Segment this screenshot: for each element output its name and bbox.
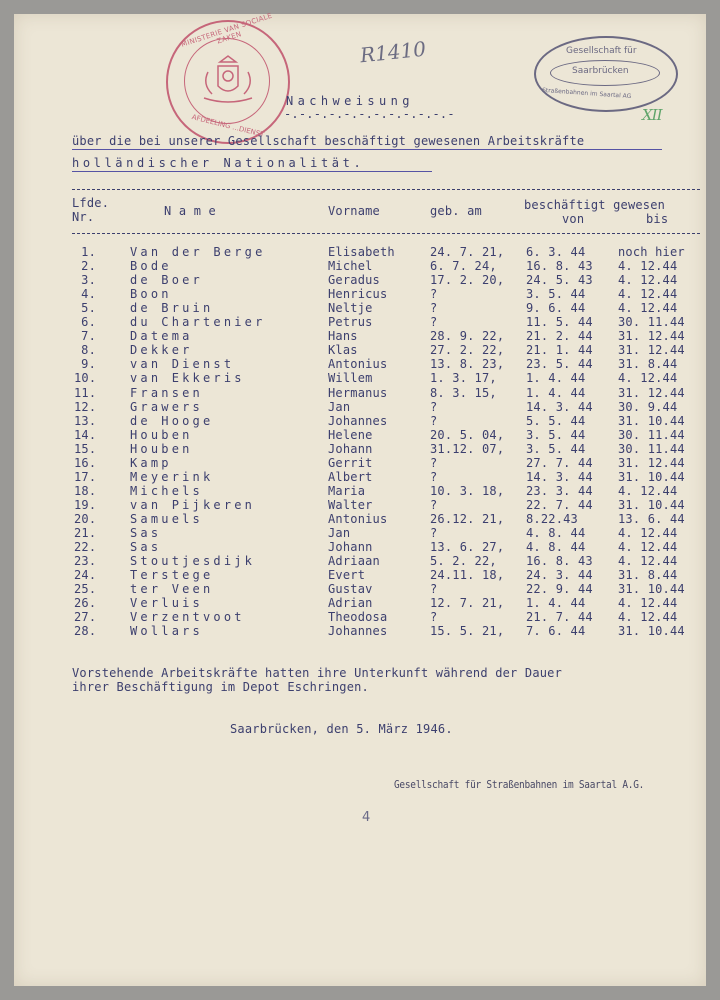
page-mark: 4 — [362, 810, 371, 825]
table-top-rule — [72, 189, 700, 190]
row-name: de Boer — [130, 273, 203, 288]
archive-number: R1410 — [358, 36, 428, 68]
row-nr: 23. — [74, 554, 97, 569]
row-vorname: Johannes — [328, 624, 388, 639]
title-underline: -.-.-.-.-.-.-.-.-.-.-.- — [284, 107, 455, 121]
row-vorname: Antonius — [328, 511, 388, 526]
row-nr: 11. — [74, 385, 97, 400]
row-geb: ? — [430, 315, 438, 330]
row-name: Datema — [130, 329, 193, 344]
row-geb: 28. 9. 22, — [430, 329, 505, 344]
row-name: Houben — [130, 441, 193, 456]
row-vorname: Antonius — [328, 357, 388, 372]
row-von: 1. 4. 44 — [526, 385, 586, 400]
table-row — [14, 371, 706, 385]
row-name: Verluis — [130, 596, 203, 611]
row-geb: 13. 6. 27, — [430, 540, 505, 555]
header-nr-1: Lfde. — [72, 196, 110, 210]
row-geb: 20. 5. 04, — [430, 427, 505, 442]
row-name: Kamp — [130, 455, 172, 470]
row-nr: 27. — [74, 610, 97, 625]
row-nr: 25. — [74, 582, 97, 597]
row-name: de Bruin — [130, 301, 214, 316]
row-geb: ? — [430, 301, 438, 316]
table-row — [14, 400, 706, 414]
row-name: Verzentvoot — [130, 610, 245, 625]
table-row — [14, 414, 706, 428]
row-vorname: Johannes — [328, 413, 388, 428]
subtitle-underline-1 — [72, 149, 662, 150]
row-bis: 31. 10.44 — [618, 582, 685, 597]
row-nr: 20. — [74, 511, 97, 526]
row-vorname: Evert — [328, 568, 366, 583]
row-geb: ? — [430, 399, 438, 414]
row-vorname: Johann — [328, 540, 373, 555]
row-vorname: Jan — [328, 526, 351, 540]
row-von: 27. 7. 44 — [526, 455, 593, 470]
row-geb: 6. 7. 24, — [430, 259, 497, 274]
row-bis: 4. 12.44 — [618, 301, 678, 316]
row-bis: noch hier — [618, 245, 685, 259]
row-geb: 27. 2. 22, — [430, 343, 505, 358]
row-von: 3. 5. 44 — [526, 441, 586, 456]
subtitle-underline-2 — [72, 171, 432, 172]
table-row — [14, 526, 706, 540]
row-bis: 30. 11.44 — [618, 315, 685, 330]
row-bis: 30. 11.44 — [618, 427, 685, 442]
row-nr: 2. — [81, 259, 96, 274]
row-von: 16. 8. 43 — [526, 259, 593, 274]
table-row — [14, 343, 706, 357]
table-header-rule — [72, 233, 700, 234]
row-von: 16. 8. 43 — [526, 554, 593, 569]
ministry-stamp — [166, 11, 290, 144]
row-nr: 19. — [74, 497, 97, 512]
row-geb: 24. 7. 21, — [430, 245, 505, 259]
row-bis: 31. 12.44 — [618, 385, 685, 400]
signature-stamp: Gesellschaft für Straßenbahnen im Saartal A.G. — [394, 778, 645, 791]
row-bis: 4. 12.44 — [618, 554, 678, 569]
row-name: Samuels — [130, 511, 203, 526]
row-vorname: Gerrit — [328, 455, 373, 470]
row-geb: 24.11. 18, — [430, 568, 505, 583]
row-von: 1. 4. 44 — [526, 371, 586, 386]
header-bis: bis — [646, 212, 669, 226]
table-row — [14, 442, 706, 456]
row-name: Terstege — [130, 568, 214, 583]
row-bis: 31. 12.44 — [618, 455, 685, 470]
row-name: Fransen — [130, 385, 203, 400]
row-vorname: Johann — [328, 441, 373, 456]
roman-annotation: XII — [642, 106, 662, 124]
row-name: van Dienst — [130, 357, 235, 372]
footer-note-line2: ihrer Beschäftigung im Depot Eschringen. — [72, 680, 369, 694]
table-row — [14, 259, 706, 273]
row-bis: 4. 12.44 — [618, 371, 678, 386]
row-von: 14. 3. 44 — [526, 469, 593, 484]
header-von: von — [562, 212, 585, 226]
row-vorname: Jan — [328, 399, 351, 414]
row-geb: 8. 3. 15, — [430, 385, 497, 400]
row-von: 23. 3. 44 — [526, 483, 593, 498]
company-stamp-line1: Gesellschaft für — [566, 46, 637, 56]
row-vorname: Geradus — [328, 273, 380, 288]
row-bis: 4. 12.44 — [618, 287, 678, 302]
row-bis: 4. 12.44 — [618, 526, 678, 540]
row-bis: 13. 6. 44 — [618, 511, 685, 526]
row-von: 22. 9. 44 — [526, 582, 593, 597]
row-vorname: Klas — [328, 343, 358, 358]
header-geb: geb. am — [430, 204, 482, 218]
row-geb: 10. 3. 18, — [430, 483, 505, 498]
table-row — [14, 624, 706, 638]
row-nr: 6. — [81, 315, 96, 330]
row-nr: 9. — [81, 357, 96, 372]
row-von: 24. 3. 44 — [526, 568, 593, 583]
row-geb: ? — [430, 610, 438, 625]
row-name: Sas — [130, 526, 162, 540]
row-name: van Pijkeren — [130, 497, 256, 512]
row-vorname: Theodosa — [328, 610, 388, 625]
row-geb: 5. 2. 22, — [430, 554, 497, 569]
row-nr: 1. — [81, 245, 96, 259]
row-geb: ? — [430, 469, 438, 484]
subtitle-line2: holländischer Nationalität. — [72, 156, 365, 170]
row-nr: 3. — [81, 273, 96, 288]
row-name: ter Veen — [130, 582, 214, 597]
row-geb: ? — [430, 497, 438, 512]
header-name: N a m e — [164, 204, 216, 218]
row-bis: 31. 12.44 — [618, 329, 685, 344]
footer-note-line1: Vorstehende Arbeitskräfte hatten ihre Unterkunft während der Dauer — [72, 666, 563, 680]
row-geb: 1. 3. 17, — [430, 371, 497, 386]
row-von: 3. 5. 44 — [526, 427, 586, 442]
row-nr: 12. — [74, 399, 97, 414]
row-vorname: Gustav — [328, 582, 373, 597]
row-bis: 4. 12.44 — [618, 610, 678, 625]
row-name: Michels — [130, 483, 203, 498]
row-vorname: Hermanus — [328, 385, 388, 400]
row-nr: 14. — [74, 427, 97, 442]
row-vorname: Helene — [328, 427, 373, 442]
row-nr: 10. — [74, 371, 97, 386]
row-vorname: Adriaan — [328, 554, 380, 569]
row-bis: 4. 12.44 — [618, 540, 678, 555]
row-name: Bode — [130, 259, 172, 274]
row-vorname: Adrian — [328, 596, 373, 611]
row-bis: 4. 12.44 — [618, 483, 678, 498]
company-stamp — [534, 36, 678, 112]
header-vorname: Vorname — [328, 204, 380, 218]
row-bis: 31. 10.44 — [618, 469, 685, 484]
row-von: 21. 1. 44 — [526, 343, 593, 358]
ministry-stamp-text-bottom: AFDEELING ...DIENST — [190, 113, 266, 139]
table-row — [14, 498, 706, 512]
row-von: 4. 8. 44 — [526, 540, 586, 555]
coat-of-arms-icon — [198, 54, 258, 104]
row-vorname: Willem — [328, 371, 373, 386]
row-bis: 30. 9.44 — [618, 399, 678, 414]
row-von: 6. 3. 44 — [526, 245, 586, 259]
row-nr: 15. — [74, 441, 97, 456]
row-vorname: Elisabeth — [328, 245, 395, 259]
table-row — [14, 428, 706, 442]
row-nr: 21. — [74, 526, 97, 540]
row-bis: 31. 10.44 — [618, 497, 685, 512]
table-row — [14, 315, 706, 329]
table-row — [14, 456, 706, 470]
table-row — [14, 540, 706, 554]
row-nr: 28. — [74, 624, 97, 639]
row-vorname: Petrus — [328, 315, 373, 330]
row-von: 23. 5. 44 — [526, 357, 593, 372]
row-nr: 26. — [74, 596, 97, 611]
document-title: Nachweisung — [286, 94, 414, 108]
row-geb: 13. 8. 23, — [430, 357, 505, 372]
row-nr: 17. — [74, 469, 97, 484]
row-von: 24. 5. 43 — [526, 273, 593, 288]
row-von: 8.22.43 — [526, 511, 578, 526]
header-nr-2: Nr. — [72, 210, 95, 224]
row-von: 22. 7. 44 — [526, 497, 593, 512]
row-bis: 4. 12.44 — [618, 259, 678, 274]
row-nr: 22. — [74, 540, 97, 555]
row-name: Houben — [130, 427, 193, 442]
table-row — [14, 582, 706, 596]
table-row — [14, 554, 706, 568]
row-von: 1. 4. 44 — [526, 596, 586, 611]
place-date: Saarbrücken, den 5. März 1946. — [230, 722, 453, 736]
table-row — [14, 386, 706, 400]
row-name: van Ekkeris — [130, 371, 245, 386]
row-nr: 18. — [74, 483, 97, 498]
row-name: Stoutjesdijk — [130, 554, 256, 569]
row-bis: 31. 10.44 — [618, 413, 685, 428]
row-name: Van der Berge — [130, 245, 266, 259]
row-geb: ? — [430, 582, 438, 597]
row-bis: 31. 8.44 — [618, 568, 678, 583]
company-stamp-line2: Saarbrücken — [572, 66, 629, 76]
row-vorname: Henricus — [328, 287, 388, 302]
row-name: du Chartenier — [130, 315, 266, 330]
row-von: 21. 7. 44 — [526, 610, 593, 625]
row-nr: 16. — [74, 455, 97, 470]
row-bis: 31. 8.44 — [618, 357, 678, 372]
table-row — [14, 484, 706, 498]
row-von: 9. 6. 44 — [526, 301, 586, 316]
row-geb: 17. 2. 20, — [430, 273, 505, 288]
table-row — [14, 273, 706, 287]
table-row — [14, 301, 706, 315]
table-row — [14, 470, 706, 484]
row-bis: 31. 12.44 — [618, 343, 685, 358]
row-vorname: Michel — [328, 259, 373, 274]
row-nr: 13. — [74, 413, 97, 428]
row-name: Boon — [130, 287, 172, 302]
row-nr: 7. — [81, 329, 96, 344]
row-geb: 15. 5. 21, — [430, 624, 505, 639]
row-geb: 31.12. 07, — [430, 441, 505, 456]
subtitle-line1: über die bei unserer Gesellschaft beschäftigt gewesenen Arbeitskräfte — [72, 134, 585, 148]
table-row — [14, 245, 706, 259]
row-von: 11. 5. 44 — [526, 315, 593, 330]
table-row — [14, 357, 706, 371]
row-von: 14. 3. 44 — [526, 399, 593, 414]
table-row — [14, 512, 706, 526]
row-von: 7. 6. 44 — [526, 624, 586, 639]
table-row — [14, 596, 706, 610]
document-page — [14, 11, 706, 986]
row-geb: ? — [430, 455, 438, 470]
row-geb: ? — [430, 287, 438, 302]
row-vorname: Maria — [328, 483, 366, 498]
row-name: de Hooge — [130, 413, 214, 428]
header-besch: beschäftigt gewesen — [524, 198, 666, 212]
row-geb: ? — [430, 526, 438, 540]
row-nr: 24. — [74, 568, 97, 583]
table-row — [14, 287, 706, 301]
row-von: 21. 2. 44 — [526, 329, 593, 344]
row-vorname: Albert — [328, 469, 373, 484]
row-bis: 31. 10.44 — [618, 624, 685, 639]
row-von: 5. 5. 44 — [526, 413, 586, 428]
row-name: Wollars — [130, 624, 203, 639]
row-geb: 26.12. 21, — [430, 511, 505, 526]
table-row — [14, 329, 706, 343]
row-name: Meyerink — [130, 469, 214, 484]
row-name: Sas — [130, 540, 162, 555]
row-bis: 4. 12.44 — [618, 273, 678, 288]
row-nr: 5. — [81, 301, 96, 316]
row-bis: 4. 12.44 — [618, 596, 678, 611]
row-vorname: Hans — [328, 329, 358, 344]
row-geb: ? — [430, 413, 438, 428]
row-von: 4. 8. 44 — [526, 526, 586, 540]
ministry-stamp-text-top: MINISTERIE VAN SOCIALE ZAKEN — [180, 11, 274, 49]
table-row — [14, 610, 706, 624]
row-nr: 8. — [81, 343, 96, 358]
row-name: Grawers — [130, 399, 203, 414]
row-nr: 4. — [81, 287, 96, 302]
row-bis: 30. 11.44 — [618, 441, 685, 456]
row-vorname: Walter — [328, 497, 373, 512]
table-row — [14, 568, 706, 582]
row-name: Dekker — [130, 343, 193, 358]
company-stamp-line3: Straßenbahnen im Saartal AG — [541, 86, 632, 101]
row-vorname: Neltje — [328, 301, 373, 316]
row-geb: 12. 7. 21, — [430, 596, 505, 611]
row-von: 3. 5. 44 — [526, 287, 586, 302]
